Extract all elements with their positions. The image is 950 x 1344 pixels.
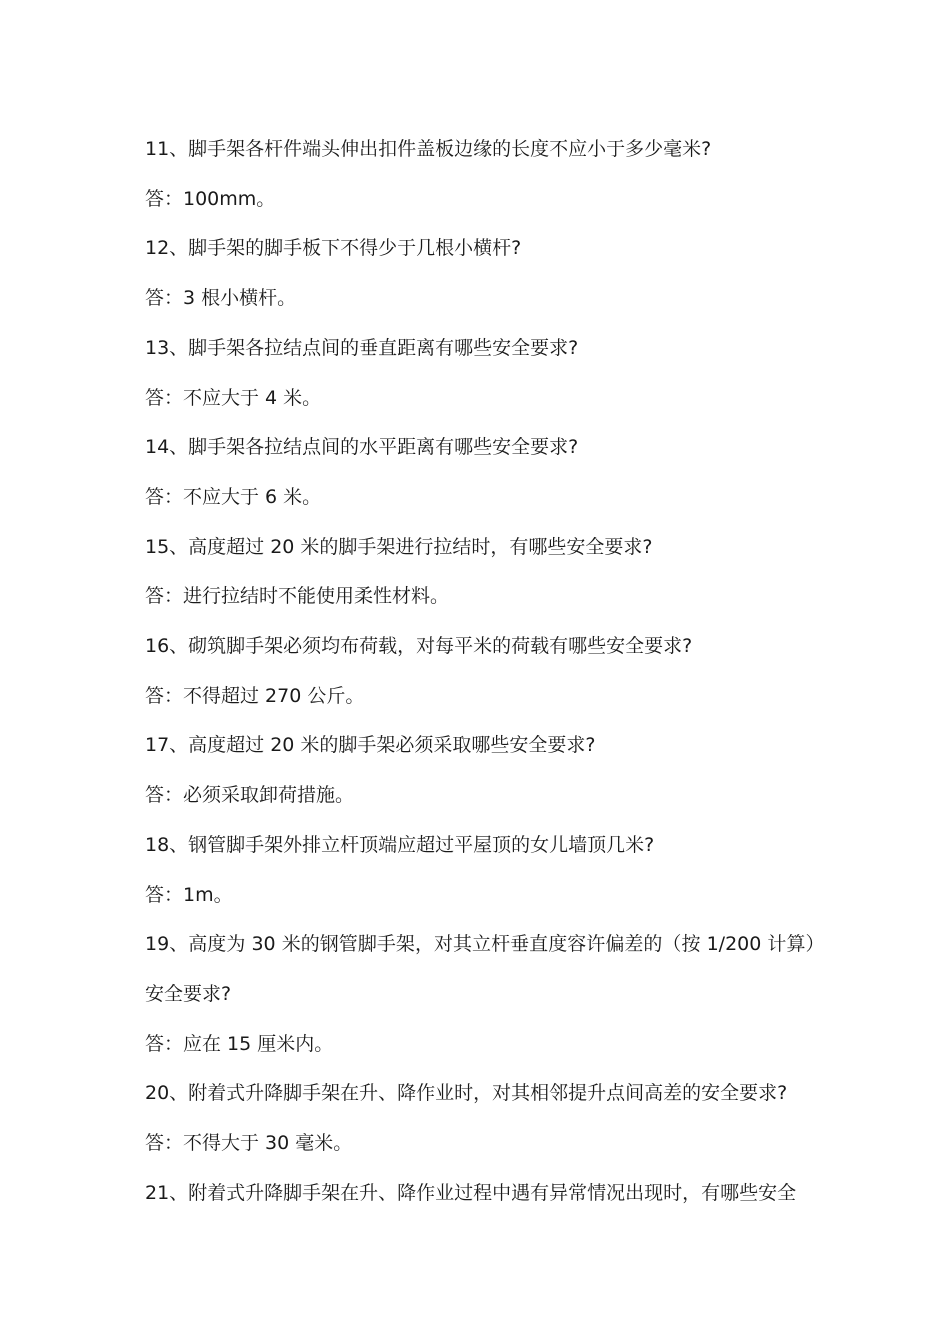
answer-13: 答：不应大于 4 米。 [145, 386, 322, 409]
question-17: 17、高度超过 20 米的脚手架必须采取哪些安全要求? [145, 734, 596, 757]
question-16: 16、砌筑脚手架必须均布荷载，对每平米的荷载有哪些安全要求? [145, 635, 693, 658]
answer-11: 答：100mm。 [145, 187, 276, 210]
answer-17: 答：必须采取卸荷措施。 [145, 784, 355, 807]
answer-20: 答：不得大于 30 毫米。 [145, 1132, 353, 1155]
question-15: 15、高度超过 20 米的脚手架进行拉结时，有哪些安全要求? [145, 535, 653, 558]
question-13: 13、脚手架各拉结点间的垂直距离有哪些安全要求? [145, 336, 579, 359]
question-12: 12、脚手架的脚手板下不得少于几根小横杆? [145, 237, 522, 260]
qa-list [145, 125, 815, 1218]
question-18: 18、钢管脚手架外排立杆顶端应超过平屋顶的女儿墙顶几米? [145, 833, 655, 856]
answer-12: 答：3 根小横杆。 [145, 287, 297, 310]
question-21: 21、附着式升降脚手架在升、降作业过程中遇有异常情况出现时，有哪些安全 [145, 1181, 797, 1204]
answer-14: 答：不应大于 6 米。 [145, 485, 322, 508]
question-11: 11、脚手架各杆件端头伸出扣件盖板边缘的长度不应小于多少毫米? [145, 138, 712, 160]
question-20: 20、附着式升降脚手架在升、降作业时，对其相邻提升点间高差的安全要求? [145, 1082, 788, 1105]
answer-15: 答：进行拉结时不能使用柔性材料。 [145, 585, 450, 608]
question-14: 14、脚手架各拉结点间的水平距离有哪些安全要求? [145, 436, 579, 459]
question-19: 19、高度为 30 米的钢管脚手架，对其立杆垂直度容许偏差的（按 1/200 计算）安全要求? [145, 933, 815, 1005]
answer-16: 答：不得超过 270 公斤。 [145, 684, 365, 707]
answer-19: 答：应在 15 厘米内。 [145, 1032, 334, 1055]
answer-18: 答：1m。 [145, 883, 233, 906]
